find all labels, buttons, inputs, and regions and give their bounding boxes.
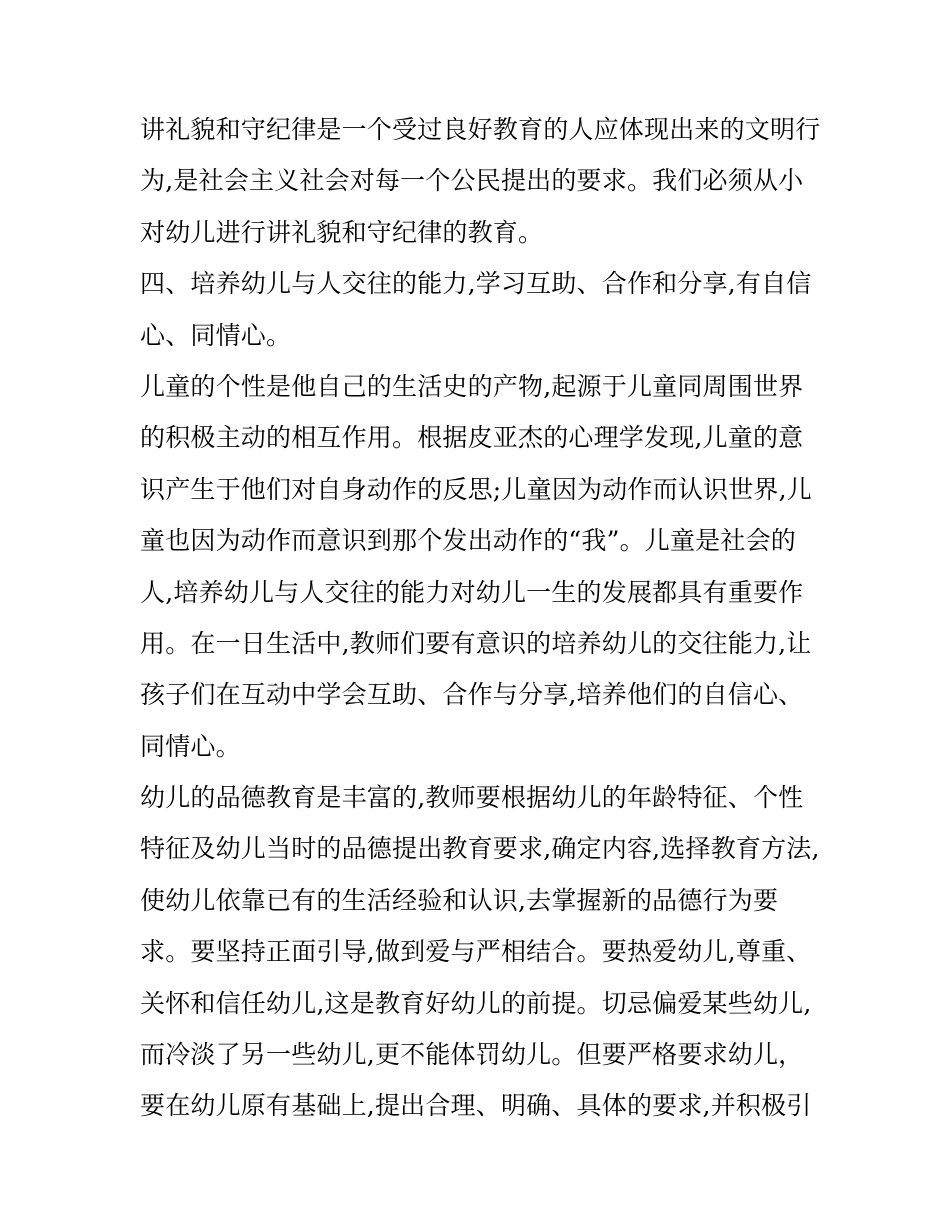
- text-line: 孩子们在互动中学会互助、合作与分享,培养他们的自信心、: [140, 680, 804, 710]
- text-line: 识产生于他们对自身动作的反思;儿童因为动作而认识世界,儿: [140, 474, 812, 504]
- text-line: 对幼儿进行讲礼貌和守纪律的教育。: [140, 217, 544, 247]
- text-line: 为,是社会主义社会对每一个公民提出的要求。我们必须从小: [140, 166, 804, 196]
- text-line: 四、培养幼儿与人交往的能力,学习互助、合作和分享,有自信: [140, 269, 812, 299]
- text-line: 用。在一日生活中,教师们要有意识的培养幼儿的交往能力,让: [140, 628, 812, 658]
- text-line: 讲礼貌和守纪律是一个受过良好教育的人应体现出来的文明行: [140, 115, 821, 144]
- text-line: 的积极主动的相互作用。根据皮亚杰的心理学发现,儿童的意: [140, 423, 804, 453]
- text-line: 儿童的个性是他自己的生活史的产物,起源于儿童同周围世界: [140, 371, 804, 401]
- text-line: 心、同情心。: [140, 320, 292, 350]
- text-line: 求。要坚持正面引导,做到爱与严相结合。要热爱幼儿,尊重、: [140, 937, 812, 967]
- document-body: [140, 104, 820, 1132]
- text-line: 使幼儿依靠已有的生活经验和认识,去掌握新的品德行为要: [140, 885, 779, 915]
- text-line: 要在幼儿原有基础上,提出合理、明确、具体的要求,并积极引: [140, 1091, 812, 1121]
- text-line: 童也因为动作而意识到那个发出动作的“我”。儿童是社会的: [140, 526, 796, 556]
- text-line: 幼儿的品德教育是丰富的,教师要根据幼儿的年龄特征、个性: [140, 783, 804, 813]
- text-line: 而冷淡了另一些幼儿,更不能体罚幼儿。但要严格要求幼儿，: [140, 1040, 804, 1070]
- text-line: 关怀和信任幼儿,这是教育好幼儿的前提。切忌偏爱某些幼儿,: [140, 988, 812, 1018]
- text-line: 人,培养幼儿与人交往的能力对幼儿一生的发展都具有重要作: [140, 577, 804, 607]
- text-line: 同情心。: [140, 731, 241, 761]
- text-line: 特征及幼儿当时的品德提出教育要求,确定内容,选择教育方法,: [140, 834, 820, 864]
